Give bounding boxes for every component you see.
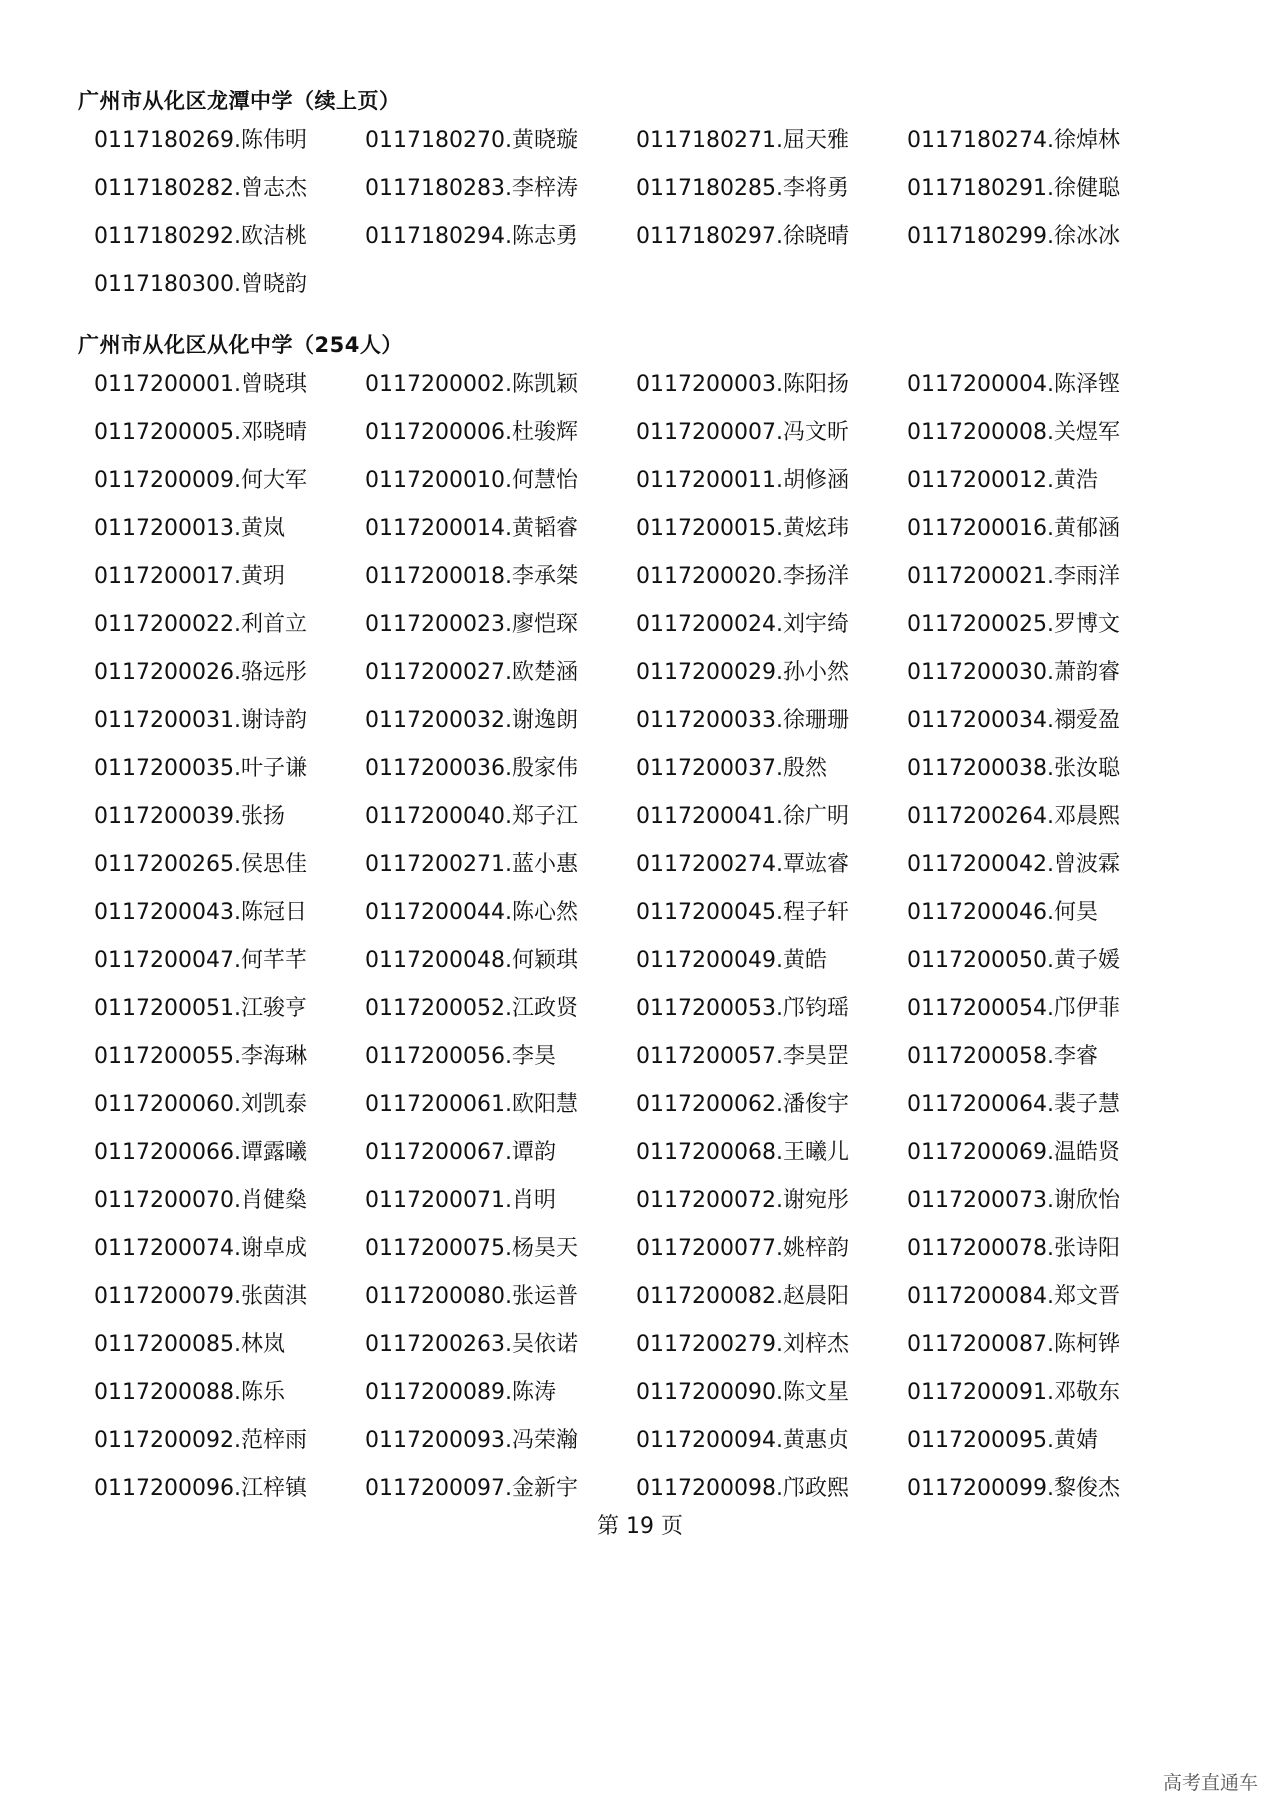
- student-entry: 0117200097.金新宇: [365, 1476, 578, 1501]
- student-entry: 0117180269.陈伟明: [94, 128, 307, 153]
- student-entry: 0117200098.邝政熙: [636, 1476, 849, 1501]
- student-entry: 0117200055.李海琳: [94, 1044, 307, 1069]
- student-entry: 0117200052.江政贤: [365, 996, 578, 1021]
- student-entry: 0117200085.林岚: [94, 1332, 285, 1357]
- student-entry: 0117200042.曾波霖: [907, 852, 1120, 877]
- student-entry: 0117200087.陈柯铧: [907, 1332, 1120, 1357]
- page-number: 第 19 页: [597, 1514, 683, 1539]
- student-grid: [0, 372, 1280, 1524]
- student-entry: 0117200022.利首立: [94, 612, 307, 637]
- student-entry: 0117180297.徐晓晴: [636, 224, 849, 249]
- watermark-text: 高考直通车: [1162, 1772, 1258, 1794]
- student-entry: 0117200023.廖恺琛: [365, 612, 578, 637]
- student-entry: 0117180274.徐焯林: [907, 128, 1120, 153]
- student-entry: 0117200057.李昊罡: [636, 1044, 849, 1069]
- student-entry: 0117200051.江骏亨: [94, 996, 307, 1021]
- student-entry: 0117200096.江梓镇: [94, 1476, 307, 1501]
- student-entry: 0117200271.蓝小惠: [365, 852, 578, 877]
- student-entry: 0117200004.陈泽铿: [907, 372, 1120, 397]
- student-entry: 0117200274.覃竑睿: [636, 852, 849, 877]
- student-entry: 0117200038.张汝聪: [907, 756, 1120, 781]
- student-entry: 0117200048.何颖琪: [365, 948, 578, 973]
- student-entry: 0117200027.欧楚涵: [365, 660, 578, 685]
- student-entry: 0117200035.叶子谦: [94, 756, 307, 781]
- student-entry: 0117200074.谢卓成: [94, 1236, 307, 1261]
- student-entry: 0117200010.何慧怡: [365, 468, 578, 493]
- student-entry: 0117200008.关煜军: [907, 420, 1120, 445]
- student-entry: 0117200279.刘梓杰: [636, 1332, 849, 1357]
- student-entry: 0117200047.何芊芊: [94, 948, 307, 973]
- student-entry: 0117200066.谭露曦: [94, 1140, 307, 1165]
- student-entry: 0117200071.肖明: [365, 1188, 556, 1213]
- student-entry: 0117200025.罗博文: [907, 612, 1120, 637]
- student-entry: 0117200036.殷家伟: [365, 756, 578, 781]
- student-entry: 0117200044.陈心然: [365, 900, 578, 925]
- student-entry: 0117180291.徐健聪: [907, 176, 1120, 201]
- student-entry: 0117200020.李扬洋: [636, 564, 849, 589]
- student-entry: 0117180292.欧洁桃: [94, 224, 307, 249]
- section-title: 广州市从化区龙潭中学（续上页）: [78, 89, 401, 113]
- student-entry: 0117200070.肖健燊: [94, 1188, 307, 1213]
- student-entry: 0117200014.黄韬睿: [365, 516, 578, 541]
- section-title: 广州市从化区从化中学（254人）: [78, 333, 403, 357]
- student-entry: 0117200043.陈冠日: [94, 900, 307, 925]
- student-entry: 0117200026.骆远彤: [94, 660, 307, 685]
- student-entry: 0117200094.黄惠贞: [636, 1428, 849, 1453]
- student-entry: 0117200060.刘凯泰: [94, 1092, 307, 1117]
- student-entry: 0117200080.张运普: [365, 1284, 578, 1309]
- student-entry: 0117200011.胡修涵: [636, 468, 849, 493]
- student-entry: 0117200099.黎俊杰: [907, 1476, 1120, 1501]
- student-entry: 0117200054.邝伊菲: [907, 996, 1120, 1021]
- student-entry: 0117200264.邓晨熙: [907, 804, 1120, 829]
- student-entry: 0117200015.黄炫玮: [636, 516, 849, 541]
- student-entry: 0117200033.徐珊珊: [636, 708, 849, 733]
- student-entry: 0117200034.禤爱盈: [907, 708, 1120, 733]
- student-entry: 0117200078.张诗阳: [907, 1236, 1120, 1261]
- student-entry: 0117200088.陈乐: [94, 1380, 285, 1405]
- student-entry: 0117180283.李梓涛: [365, 176, 578, 201]
- student-entry: 0117200018.李承桀: [365, 564, 578, 589]
- student-entry: 0117200016.黄郁涵: [907, 516, 1120, 541]
- student-entry: 0117200095.黄婧: [907, 1428, 1098, 1453]
- student-entry: 0117200084.郑文晋: [907, 1284, 1120, 1309]
- student-entry: 0117200006.杜骏辉: [365, 420, 578, 445]
- student-entry: 0117200030.萧韵睿: [907, 660, 1120, 685]
- student-entry: 0117200031.谢诗韵: [94, 708, 307, 733]
- student-entry: 0117200037.殷然: [636, 756, 827, 781]
- student-entry: 0117200040.郑子江: [365, 804, 578, 829]
- student-entry: 0117200062.潘俊宇: [636, 1092, 849, 1117]
- student-entry: 0117200092.范梓雨: [94, 1428, 307, 1453]
- student-entry: 0117200090.陈文星: [636, 1380, 849, 1405]
- student-entry: 0117180299.徐冰冰: [907, 224, 1120, 249]
- student-entry: 0117200082.赵晨阳: [636, 1284, 849, 1309]
- student-entry: 0117200067.谭韵: [365, 1140, 556, 1165]
- student-entry: 0117200064.裴子慧: [907, 1092, 1120, 1117]
- student-entry: 0117200002.陈凯颖: [365, 372, 578, 397]
- student-entry: 0117200024.刘宇绮: [636, 612, 849, 637]
- student-entry: 0117200265.侯思佳: [94, 852, 307, 877]
- student-entry: 0117200007.冯文昕: [636, 420, 849, 445]
- school-section-conghua: [0, 330, 1280, 1524]
- student-entry: 0117200263.吴依诺: [365, 1332, 578, 1357]
- student-entry: 0117200093.冯荣瀚: [365, 1428, 578, 1453]
- student-entry: 0117200069.温皓贤: [907, 1140, 1120, 1165]
- student-entry: 0117200089.陈涛: [365, 1380, 556, 1405]
- student-entry: 0117200061.欧阳慧: [365, 1092, 578, 1117]
- student-entry: 0117200053.邝钧瑶: [636, 996, 849, 1021]
- student-entry: 0117200001.曾晓琪: [94, 372, 307, 397]
- student-entry: 0117200005.邓晓晴: [94, 420, 307, 445]
- student-entry: 0117180300.曾晓韵: [94, 272, 307, 297]
- student-entry: 0117200079.张茵淇: [94, 1284, 307, 1309]
- student-entry: 0117200056.李昊: [365, 1044, 556, 1069]
- student-entry: 0117200003.陈阳扬: [636, 372, 849, 397]
- student-entry: 0117200039.张扬: [94, 804, 285, 829]
- student-entry: 0117200013.黄岚: [94, 516, 285, 541]
- student-entry: 0117180285.李将勇: [636, 176, 849, 201]
- student-entry: 0117200091.邓敬东: [907, 1380, 1120, 1405]
- student-entry: 0117200072.谢宛彤: [636, 1188, 849, 1213]
- student-entry: 0117200041.徐广明: [636, 804, 849, 829]
- student-entry: 0117200058.李睿: [907, 1044, 1098, 1069]
- school-section-longtan: [0, 86, 1280, 320]
- student-entry: 0117200029.孙小然: [636, 660, 849, 685]
- student-entry: 0117200073.谢欣怡: [907, 1188, 1120, 1213]
- student-entry: 0117200012.黄浩: [907, 468, 1098, 493]
- student-entry: 0117180270.黄晓璇: [365, 128, 578, 153]
- student-entry: 0117200045.程子轩: [636, 900, 849, 925]
- student-entry: 0117200032.谢逸朗: [365, 708, 578, 733]
- student-entry: 0117200050.黄子媛: [907, 948, 1120, 973]
- student-entry: 0117200077.姚梓韵: [636, 1236, 849, 1261]
- student-entry: 0117200046.何昊: [907, 900, 1098, 925]
- student-entry: 0117180294.陈志勇: [365, 224, 578, 249]
- student-entry: 0117200009.何大军: [94, 468, 307, 493]
- student-entry: 0117200021.李雨洋: [907, 564, 1120, 589]
- student-entry: 0117200049.黄皓: [636, 948, 827, 973]
- student-entry: 0117180271.屈天雅: [636, 128, 849, 153]
- student-entry: 0117180282.曾志杰: [94, 176, 307, 201]
- student-entry: 0117200075.杨昊天: [365, 1236, 578, 1261]
- student-grid: [0, 128, 1280, 320]
- student-entry: 0117200068.王曦儿: [636, 1140, 849, 1165]
- student-entry: 0117200017.黄玥: [94, 564, 285, 589]
